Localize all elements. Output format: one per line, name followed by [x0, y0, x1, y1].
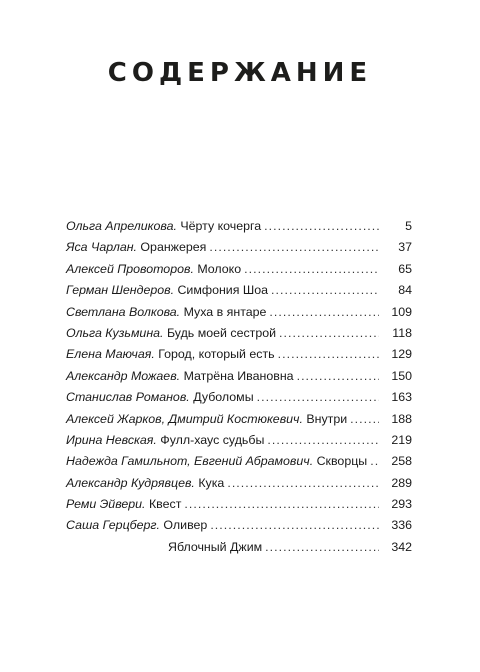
toc-author: Алексей Жарков, Дмитрий Костюкевич. — [66, 411, 303, 426]
toc-author: Надежда Гамильнот, Евгений Абрамович. — [66, 454, 314, 469]
toc-title: Внутри — [306, 411, 348, 426]
toc-author: Александр Кудрявцев. — [66, 475, 195, 490]
toc-leader — [244, 259, 379, 280]
toc-entry — [66, 366, 412, 387]
toc-author: Герман Шендеров. — [66, 283, 175, 298]
toc-author: Саша Герцберг. — [66, 518, 160, 533]
toc-page-number: 336 — [391, 518, 412, 533]
toc-entry — [66, 323, 412, 344]
toc-leader — [265, 537, 379, 558]
toc-entry — [66, 216, 412, 237]
toc-author: Реми Эйвери. — [66, 497, 146, 512]
toc-leader — [297, 366, 379, 387]
toc-entry — [66, 430, 412, 451]
toc-author: Яса Чарлан. — [66, 240, 137, 255]
toc-title: Кука — [198, 475, 225, 490]
toc-page-number: 219 — [391, 432, 412, 447]
page-title: СОДЕРЖАНИЕ — [107, 58, 373, 88]
toc-entry — [66, 537, 412, 558]
toc-page-number: 150 — [391, 368, 412, 383]
toc-page-number: 109 — [391, 304, 412, 319]
toc-entry — [66, 344, 412, 365]
toc-author: Ирина Невская. — [66, 432, 157, 447]
toc-leader — [257, 387, 379, 408]
toc-title: Муха в янтаре — [183, 304, 267, 319]
toc-leader — [264, 216, 379, 237]
toc-page-number: 5 — [405, 219, 412, 233]
toc-entry — [66, 237, 412, 258]
toc-leader — [279, 323, 379, 344]
toc-entry — [66, 409, 412, 430]
toc-page-number: 342 — [391, 539, 412, 554]
toc-entry — [66, 259, 412, 280]
toc-title: Оливер — [163, 518, 208, 533]
toc-entry — [66, 280, 412, 301]
toc-leader — [269, 302, 379, 323]
toc-title: Фулл-хаус судьбы — [160, 432, 265, 447]
toc-page-number: 118 — [392, 325, 412, 340]
toc-page-number: 293 — [391, 497, 412, 512]
toc-title: Скворцы — [316, 454, 368, 469]
toc-page-number: 289 — [391, 475, 412, 490]
toc-author: Светлана Волкова. — [66, 304, 181, 319]
toc-leader — [227, 473, 379, 494]
toc-leader — [271, 280, 379, 301]
toc-title: Симфония Шоа — [177, 283, 269, 298]
toc-page-number: 258 — [391, 454, 412, 469]
toc-entry — [66, 451, 412, 472]
toc-entry — [66, 302, 412, 323]
toc-author: Станислав Романов. — [66, 390, 190, 405]
toc-entry — [66, 515, 412, 536]
toc-author: Ольга Кузьмина. — [66, 325, 164, 340]
toc-author: Ольга Апреликова. — [66, 219, 177, 233]
toc-author: Александр Можаев. — [66, 368, 181, 383]
toc-title: Город, который есть — [158, 347, 275, 362]
toc-page-number: 65 — [398, 261, 412, 276]
toc-page-number: 37 — [398, 240, 412, 255]
toc-author: Алексей Провоторов. — [66, 261, 194, 276]
toc-entry — [66, 494, 412, 515]
toc-title: Оранжерея — [140, 240, 207, 255]
toc-leader — [209, 237, 379, 258]
toc-leader — [210, 515, 379, 536]
toc-leader — [278, 344, 379, 365]
toc-entry — [66, 387, 412, 408]
toc-author: Елена Маючая. — [66, 347, 155, 362]
table-of-contents — [66, 216, 412, 558]
toc-leader — [267, 430, 379, 451]
toc-leader — [350, 409, 379, 430]
toc-title: Будь моей сестрой — [166, 325, 277, 340]
toc-title: Матрёна Ивановна — [183, 368, 294, 383]
toc-title: Дуболомы — [193, 390, 254, 405]
toc-page-number: 129 — [391, 347, 412, 362]
toc-leader — [184, 494, 379, 515]
toc-title: Яблочный Джим — [168, 539, 263, 554]
toc-entry — [66, 473, 412, 494]
toc-page-number: 84 — [398, 283, 412, 298]
toc-title: Чёрту кочерга — [180, 219, 262, 233]
toc-title: Квест — [148, 497, 182, 512]
toc-page-number: 163 — [391, 390, 412, 405]
toc-title: Молоко — [197, 261, 242, 276]
toc-page-number: 188 — [391, 411, 412, 426]
toc-leader — [370, 451, 379, 472]
